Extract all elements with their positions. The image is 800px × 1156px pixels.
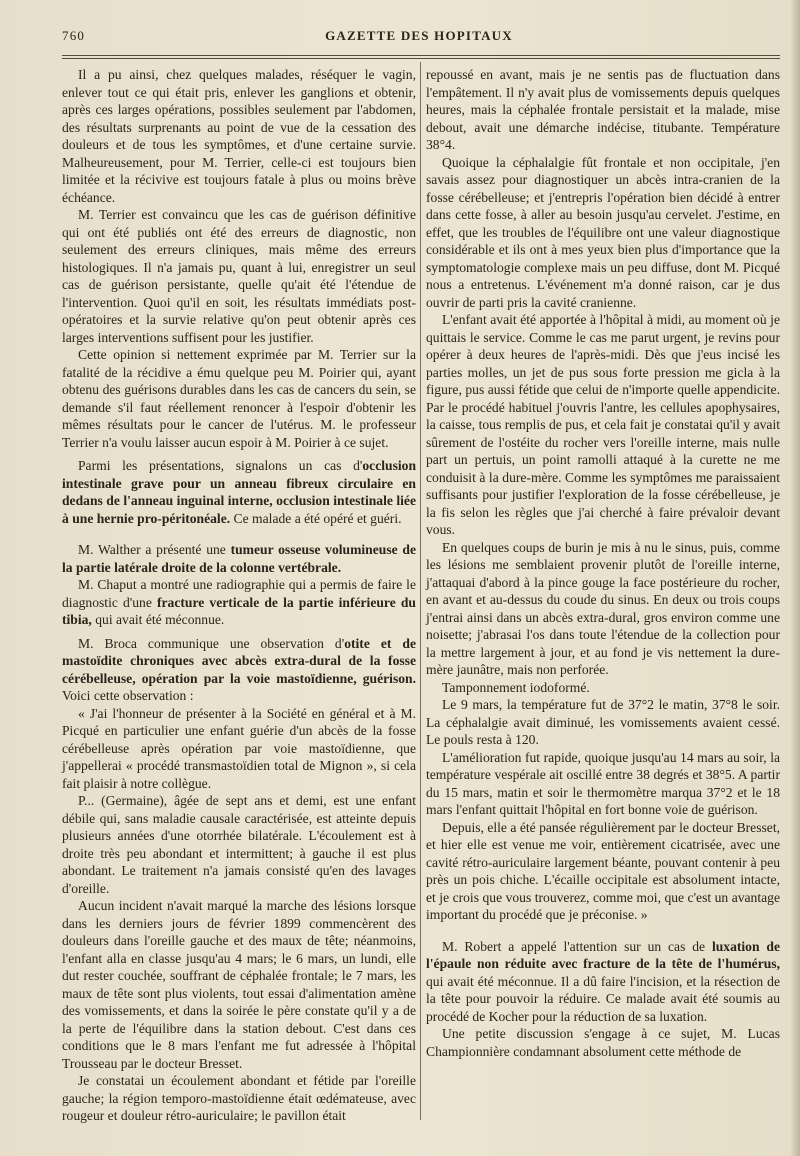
left-paragraph: Aucun incident n'avait marqué la marche des lésions lorsque dans les derniers jours de février 1899 commencèrent des douleurs dans l'oreille gauche et des maux de tête; néanmoins, l'enfant alla en classe jusqu'au 4 mars; le 6 mars, un lundi, elle dut rester couchée, souffrant de céphalée frontale; le 7 mars, les maux de tête sont plus violents, tout essai d'alimentation amène des vomissements, et dans la soirée le père constate qu'il y a de la perte de l'équilibre dans la station debout. C'est dans ces conditions que le 8 mars l'enfant me fut adressée à l'hôpital Trousseau par le docteur Bresset. [62,898,416,1071]
page-edge-shadow [790,0,800,1156]
paragraph-text: qui avait été méconnue. Il a dû faire l'incision, et la résection de la tête pour pouvoir la réduire. Ce malade avait été soumis au procédé de Kocher pour la réduction de sa luxation. [426,973,780,1024]
bold-case-title: occlusion intestinale grave pour un anneau fibreux circulaire en dedans de l'anneau inguinal interne, occlusion intestinale liée à une hernie pro-péritonéale. [62,458,416,526]
bold-case-title: otite et de mastoïdite chroniques avec abcès extra-dural de la fosse cérébelleuse, opération par la voie mastoïdienne, guérison. [62,635,416,686]
page-header [62,28,776,52]
right-paragraph: Quoique la céphalalgie fût frontale et non occipitale, j'en savais assez pour diagnostiquer un abcès intra-cranien de la fosse cérébelleuse; et j'entrepris l'opération bien décidé à entrer dans cette fosse, à aller au besoin jusqu'au cervelet. J'estime, en effet, que les troubles de l'équilibre ont une valeur diagnostique considérable et ils ont à mes yeux bien plus d'importance que la symptomatologie complexe mais un peu diffuse, dont M. Picqué nous a entretenus. L'événement m'a donné raison, car je dus ouvrir de parti pris la cavité cranienne. [426,154,780,310]
right-paragraph: Une petite discussion s'engage à ce sujet, M. Lucas Championnière condamnant absolument cette méthode de [426,1026,780,1059]
left-paragraph [62,576,416,629]
left-paragraph [62,457,416,527]
right-paragraph: L'amélioration fut rapide, quoique jusqu'au 14 mars au soir, la température vespérale ait oscillé entre 38 degrés et 38°5. A partir du 15 mars, matin et soir le thermomètre marqua 37°2 et le 18 mars l'enfant quittait l'hôpital en fort bonne voie de guérison. [426,749,780,817]
right-paragraph [426,938,780,1026]
left-paragraph: M. Terrier est convaincu que les cas de guérison définitive qui ont été publiés ont été des erreurs de diagnostic, non seulement des erreurs cliniques, mais même des erreurs histologiques. Il n'a jamais pu, quant à lui, enregistrer un seul cas de guérison persistante, quelle qu'ait été l'étendue de l'intervention. Quoi qu'il en soit, les résultats immédiats post-opératoires et la survie relative qu'on peut obtenir après ces larges interventions suffisent pour les justifier. [62,207,416,345]
left-paragraph: P... (Germaine), âgée de sept ans et demi, est une enfant débile qui, sans maladie causale caractérisée, est atteinte depuis plusieurs années d'une otorrhée bilatérale. L'écoulement est à droite très peu abondant et intermittent; à gauche il est plus abondant. Le traitement n'a jamais consisté qu'en des lavages d'oreille. [62,793,416,896]
right-paragraph: Depuis, elle a été pansée régulièrement par le docteur Bresset, et hier elle est venue me voir, entièrement cicatrisée, avec une cavité rétro-auriculaire largement béante, pouvant contenir à peu près un pois chiche. L'écaille occipitale est absolument intacte, et je crois que vous trouverez, comme moi, que c'est un avantage important du procédé que je préconise. » [426,819,780,922]
left-paragraph: « J'ai l'honneur de présenter à la Société en général et à M. Picqué en particulier une enfant guérie d'un abcès de la fosse cérébelleuse après opération par voie mastoïdienne, que j'appellerai « procédé transmastoïdien total de Mignon », si cela fait plaisir à notre collègue. [62,705,416,791]
right-paragraph: Le 9 mars, la température fut de 37°2 le matin, 37°8 le soir. La céphalalgie avait diminué, les vomissements avaient cessé. Le pouls resta à 120. [426,697,780,747]
bold-case-title: tumeur osseuse volumineuse de la partie latérale droite de la colonne vertébrale. [62,542,416,575]
paragraph-text: M. Robert a appelé l'attention sur un cas de [442,938,712,954]
paragraph-text: M. Chaput a montré une radiographie qui a permis de faire le diagnostic d'une [62,577,416,610]
left-paragraph: Cette opinion si nettement exprimée par M. Terrier sur la fatalité de la récidive a ému quelque peu M. Poirier qui, ayant obtenu des guérisons durables dans les cas de cancers du sein, se demande s'il faut réellement renoncer à l'espoir d'obtenir les mêmes résultats pour le cancer de l'utérus. M. le professeur Terrier n'a voulu laisser aucun espoir à M. Poirier à ce sujet. [62,347,416,450]
journal-title: GAZETTE DES HOPITAUX [325,28,513,43]
header-rule [62,55,780,59]
paragraph-text: M. Walther a présenté une [78,542,231,557]
paragraph-text: Voici cette observation : [62,688,194,703]
paragraph-text: Ce malade a été opéré et guéri. [230,510,402,526]
paragraph-text: qui avait été méconnue. [91,612,225,627]
left-paragraph [62,635,416,705]
paragraph-text: M. Broca communique une observation d' [78,635,345,651]
paragraph-text: Parmi les présentations, signalons un cas d' [78,458,363,473]
right-paragraph: repoussé en avant, mais je ne sentis pas de fluctuation dans l'empâtement. Il n'y avait plus de vomissements depuis quelques heures, mais la céphalée frontale persistait et la malade, mise debout, avait une démarche indécise, titubante. Température 38°4. [426,67,780,152]
right-paragraph: Tamponnement iodoformé. [442,679,590,695]
bold-case-title: luxation de l'épaule non réduite avec fracture de la tête de l'humérus, [426,938,780,971]
left-paragraph: Il a pu ainsi, chez quelques malades, réséquer le vagin, enlever tout ce qui était pris, enlever les ganglions et obtenir, après ces larges opérations, possibles seulement par l'abdomen, des résultats surprenants au point de vue de la cessation des douleurs et de tous les symptômes, et d'une certaine survie. Malheureusement, pour M. Terrier, celle-ci est toujours bien limitée et la récivive est toujours fatale à plus ou moins brève échéance. [62,67,416,205]
bold-case-title: fracture verticale de la partie inférieure du tibia, [62,594,416,627]
left-column [62,66,416,1126]
right-paragraph: En quelques coups de burin je mis à nu le sinus, puis, comme les lésions me semblaient provenir plutôt de l'oreille interne, j'attaquai d'abord à la pince gouge la face postérieure du rocher, en avant et au-dessus du coude du sinus. En deux ou trois coups j'entrai ainsi dans un abcès extra-dural, gros environ comme une noisette; j'abrasai l'os dans toute l'étendue de la collection pour la mettre largement à jour, et au fond je vis nettement la dure-mère jaunâtre, mais non perforée. [426,539,780,677]
left-paragraph [62,541,416,576]
page-number: 760 [62,28,86,43]
left-paragraph: Je constatai un écoulement abondant et fétide par l'oreille gauche; la région temporo-mastoïdienne était œdémateuse, avec rougeur et douleur rétro-auriculaire; le pavillon était [62,1073,416,1123]
right-paragraph: L'enfant avait été apportée à l'hôpital à midi, au moment où je quittais le service. Comme le cas me parut urgent, je revins pour opérer à deux heures de l'après-midi. Dès que j'eus incisé les parties molles, un jet de pus sous forte pression me gicla à la figure, pus aussi fétide que celui de n'importe quelle appendicite. Par le procédé habituel j'ouvris l'antre, les cellules apophysaires, la caisse, tous remplis de pus, et cela fait je constatai qu'il y avait sûrement de l'ostéite du rocher vers l'oreille interne, mais nulle part un pertuis, un point ramolli attaqué à la curette ne me conduisit à la dure-mère. Comme les symptômes me paraissaient suffisants pour justifier l'exploration de la fosse cérébelleuse, je la fis selon les règles que j'ai cherché à faire prévaloir devant vous. [426,312,780,537]
column-divider [420,62,421,1120]
right-column [426,66,780,1126]
